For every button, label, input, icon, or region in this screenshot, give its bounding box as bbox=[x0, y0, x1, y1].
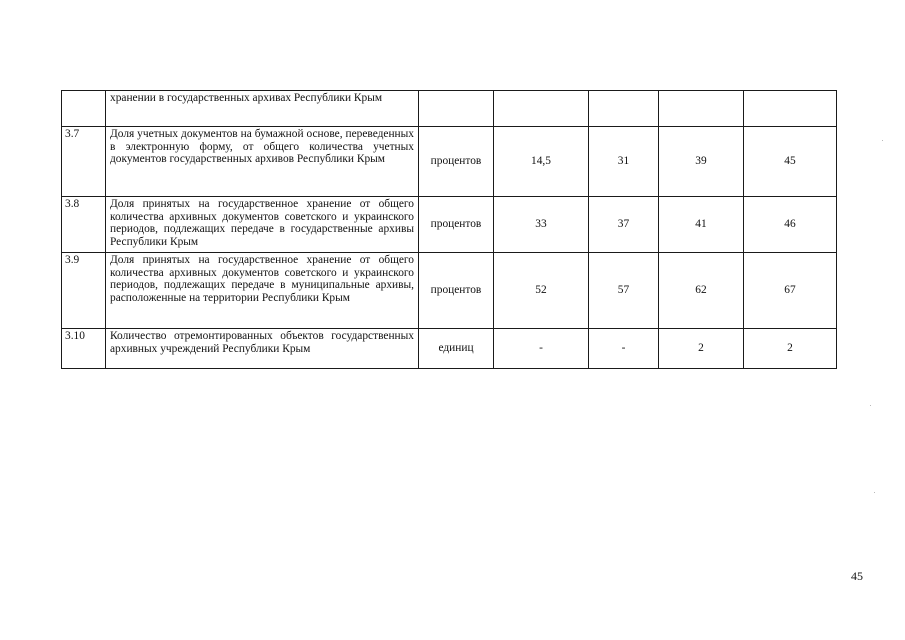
indicator-unit: процентов bbox=[419, 253, 494, 329]
value-cell bbox=[659, 91, 744, 127]
value-cell: 57 bbox=[589, 253, 659, 329]
value-cell: 39 bbox=[659, 127, 744, 197]
row-number: 3.7 bbox=[62, 127, 106, 197]
indicator-unit: процентов bbox=[419, 197, 494, 253]
indicator-description: хранении в государственных архивах Республики Крым bbox=[106, 91, 419, 127]
page-number: 45 bbox=[851, 569, 863, 583]
value-cell bbox=[744, 91, 837, 127]
value-cell: 31 bbox=[589, 127, 659, 197]
value-cell: 33 bbox=[494, 197, 589, 253]
value-cell: 37 bbox=[589, 197, 659, 253]
value-cell: 52 bbox=[494, 253, 589, 329]
value-cell: - bbox=[589, 329, 659, 369]
value-cell: 2 bbox=[659, 329, 744, 369]
indicator-description: Доля принятых на государственное хранение от общего количества архивных документов советского и украинского периодов, подлежащих передаче в муниципальные архивы, расположенные на территории Республики Крым bbox=[106, 253, 419, 329]
value-cell bbox=[494, 91, 589, 127]
indicator-description: Доля принятых на государственное хранение от общего количества архивных документов советского и украинского периодов, подлежащих передаче в государственные архивы Республики Крым bbox=[106, 197, 419, 253]
indicator-description: Количество отремонтированных объектов государственных архивных учреждений Республики Крым bbox=[106, 329, 419, 369]
row-number: 3.9 bbox=[62, 253, 106, 329]
value-cell: 41 bbox=[659, 197, 744, 253]
value-cell: 62 bbox=[659, 253, 744, 329]
value-cell: 46 bbox=[744, 197, 837, 253]
indicator-unit bbox=[419, 91, 494, 127]
table-row bbox=[62, 91, 837, 127]
table-row bbox=[62, 127, 837, 197]
row-number: 3.10 bbox=[62, 329, 106, 369]
scan-dot bbox=[870, 405, 871, 406]
value-cell bbox=[589, 91, 659, 127]
row-number: 3.8 bbox=[62, 197, 106, 253]
value-cell: 67 bbox=[744, 253, 837, 329]
scan-dot bbox=[874, 492, 875, 493]
value-cell: 2 bbox=[744, 329, 837, 369]
table-row bbox=[62, 197, 837, 253]
value-cell: 45 bbox=[744, 127, 837, 197]
indicator-description: Доля учетных документов на бумажной основе, переведенных в электронную форму, от общего количества учетных документов государственных архивов Республики Крым bbox=[106, 127, 419, 197]
table-row bbox=[62, 253, 837, 329]
row-number bbox=[62, 91, 106, 127]
scan-dot bbox=[882, 140, 883, 141]
indicator-unit: единиц bbox=[419, 329, 494, 369]
value-cell: - bbox=[494, 329, 589, 369]
table-row bbox=[62, 329, 837, 369]
indicator-unit: процентов bbox=[419, 127, 494, 197]
indicators-table bbox=[61, 90, 837, 369]
value-cell: 14,5 bbox=[494, 127, 589, 197]
